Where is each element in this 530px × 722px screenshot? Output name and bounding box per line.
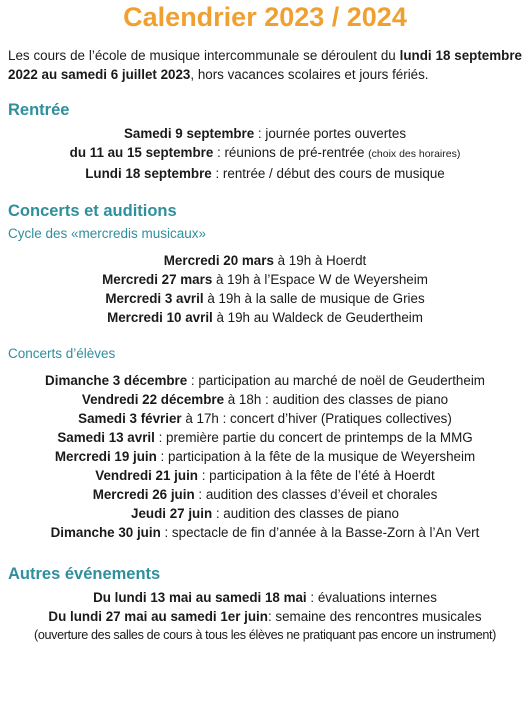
event-text: à 18h : audition des classes de piano xyxy=(224,392,449,407)
event-text: à 17h : concert d’hiver (Pratiques collectives) xyxy=(181,411,452,426)
rentree-item-date: Lundi 18 septembre xyxy=(85,166,212,181)
concerts-heading: Concerts et auditions xyxy=(8,202,177,220)
event-date: Dimanche 3 décembre xyxy=(45,373,188,388)
eleves-item xyxy=(8,371,522,390)
eleves-item xyxy=(8,504,522,523)
rentree-item-text: : rentrée / début des cours de musique xyxy=(211,166,445,181)
rentree-item xyxy=(8,124,522,143)
event-date: Dimanche 30 juin xyxy=(50,525,161,540)
event-date: Mercredi 20 mars xyxy=(163,253,274,268)
rentree-item xyxy=(8,143,522,164)
event-date: Samedi 13 avril xyxy=(57,430,155,445)
event-date: Vendredi 21 juin xyxy=(95,468,198,483)
page-title: Calendrier 2023 / 2024 xyxy=(123,2,407,32)
event-date: Mercredi 10 avril xyxy=(107,310,213,325)
event-text: : audition des classes d’éveil et chorales xyxy=(194,487,438,502)
eleves-subheading: Concerts d’élèves xyxy=(8,346,116,361)
event-date: Vendredi 22 décembre xyxy=(81,392,225,407)
intro-paragraph xyxy=(8,46,522,84)
autres-item xyxy=(8,588,522,607)
event-text: à 19h à Hoerdt xyxy=(273,253,367,268)
eleves-list xyxy=(8,371,522,542)
event-text: à 19h à l’Espace W de Weyersheim xyxy=(212,272,428,287)
event-text: : première partie du concert de printemps de la MMG xyxy=(154,430,473,445)
autres-note: (ouverture des salles de cours à tous les élèves ne pratiquant pas encore un instrument) xyxy=(33,628,497,642)
rentree-item-date: du 11 au 15 septembre xyxy=(69,145,214,160)
autres-list xyxy=(8,588,522,645)
mercredis-list xyxy=(8,251,522,327)
eleves-item xyxy=(8,466,522,485)
event-date: Du lundi 27 mai au samedi 1er juin xyxy=(48,609,268,624)
eleves-item xyxy=(8,485,522,504)
event-date: Du lundi 13 mai au samedi 18 mai xyxy=(93,590,307,605)
eleves-item xyxy=(8,523,522,542)
rentree-item-text: : journée portes ouvertes xyxy=(254,126,407,141)
intro-text-start: Les cours de l’école de musique intercommunale se déroulent du xyxy=(8,48,400,63)
rentree-item-date: Samedi 9 septembre xyxy=(123,126,255,141)
rentree-item-note: (choix des horaires) xyxy=(368,148,461,160)
event-date: Mercredi 27 mars xyxy=(102,272,213,287)
rentree-item-text: : réunions de pré-rentrée xyxy=(213,145,369,160)
event-text: : participation à la fête de l’été à Hoerdt xyxy=(197,468,435,483)
event-text: à 19h au Waldeck de Geudertheim xyxy=(212,310,423,325)
event-date: Samedi 3 février xyxy=(78,411,182,426)
mercredis-item xyxy=(8,270,522,289)
mercredis-item xyxy=(8,308,522,327)
event-text: : évaluations internes xyxy=(306,590,437,605)
event-text: : spectacle de fin d’année à la Basse-Zorn à l’An Vert xyxy=(160,525,480,540)
eleves-item xyxy=(8,409,522,428)
rentree-heading: Rentrée xyxy=(8,101,70,119)
mercredis-item xyxy=(8,251,522,270)
mercredis-item xyxy=(8,289,522,308)
event-date: Mercredi 26 juin xyxy=(92,487,195,502)
event-date: Mercredi 3 avril xyxy=(105,291,204,306)
eleves-item xyxy=(8,447,522,466)
intro-dates: lundi 18 septembre 2022 au samedi 6 juillet 2023 xyxy=(8,48,522,82)
intro-text-end: , hors vacances scolaires et jours fériés. xyxy=(190,67,429,82)
event-text: : audition des classes de piano xyxy=(212,506,399,521)
calendar-page xyxy=(0,2,530,645)
event-text: : participation au marché de noël de Geudertheim xyxy=(187,373,485,388)
rentree-list xyxy=(8,124,522,183)
autres-item xyxy=(8,607,522,626)
autres-heading: Autres événements xyxy=(8,565,161,583)
event-text: à 19h à la salle de musique de Gries xyxy=(203,291,425,306)
event-text: : participation à la fête de la musique de Weyersheim xyxy=(156,449,476,464)
eleves-item xyxy=(8,428,522,447)
eleves-item xyxy=(8,390,522,409)
event-date: Jeudi 27 juin xyxy=(131,506,213,521)
event-text: : semaine des rencontres musicales xyxy=(267,609,482,624)
event-date: Mercredi 19 juin xyxy=(54,449,157,464)
rentree-item xyxy=(8,164,522,183)
mercredis-subheading: Cycle des «mercredis musicaux» xyxy=(8,226,207,241)
